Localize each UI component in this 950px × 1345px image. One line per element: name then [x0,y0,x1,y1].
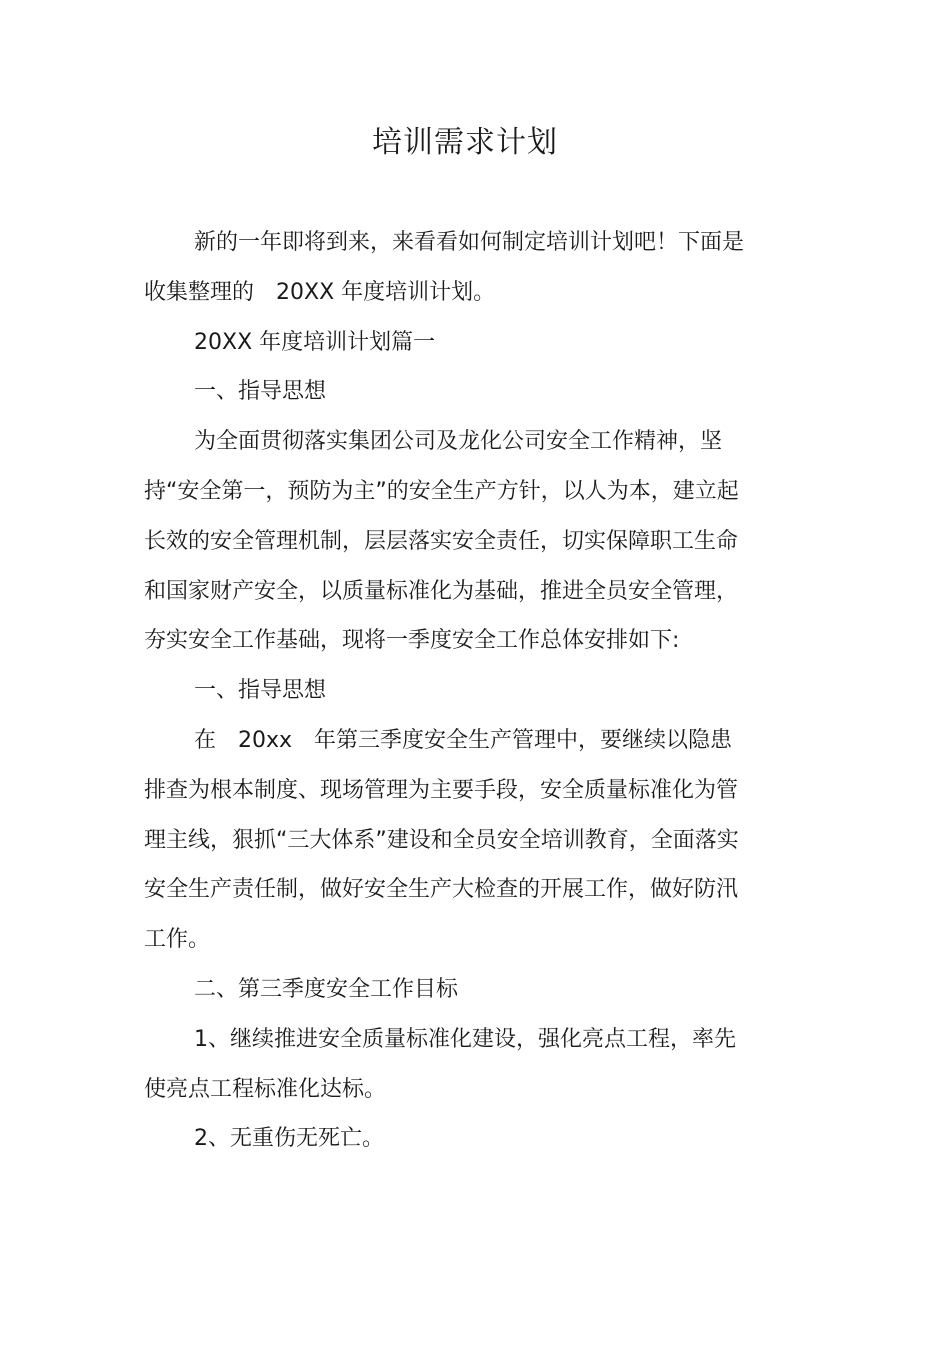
third-quarter-management-paragraph: 在 20xx 年第三季度安全生产管理中，要继续以隐患排查为根本制度、现场管理为主要手段，安全质量标准化为管理主线，狠抓“三大体系”建设和全员安全培训教育，全面落实安全生产责任制，做好安全生产大检查的开展工作，做好防汛工作。 [144,727,739,953]
guiding-principle-paragraph: 为全面贯彻落实集团公司及龙化公司安全工作精神，坚持“安全第一，预防为主”的安全生产方针，以人为本，建立起长效的安全管理机制，层层落实安全责任，切实保障职工生命和国家财产安全，以质量标准化为基础，推进全员安全管理，夯实安全工作基础，现将一季度安全工作总体安排如下: [144,429,739,654]
section-heading-plan-part-one: 20XX 年度培训计划篇一 [194,329,436,355]
intro-paragraph: 新的一年即将到来，来看看如何制定培训计划吧！下面是收集整理的 20XX 年度培训计划。 [144,230,745,305]
section-heading-third-quarter-goals: 二、第三季度安全工作目标 [194,976,459,1002]
goal-item-1: 1、继续推进安全质量标准化建设，强化亮点工程，率先使亮点工程标准化达标。 [144,1026,736,1102]
section-heading-guiding-principle: 一、指导思想 [194,379,327,405]
section-heading-guiding-principle-repeat: 一、指导思想 [194,678,327,704]
document-body [144,218,754,1164]
document-title: 培训需求计划 [372,125,558,160]
goal-item-2: 2、无重伤无死亡。 [194,1126,384,1152]
